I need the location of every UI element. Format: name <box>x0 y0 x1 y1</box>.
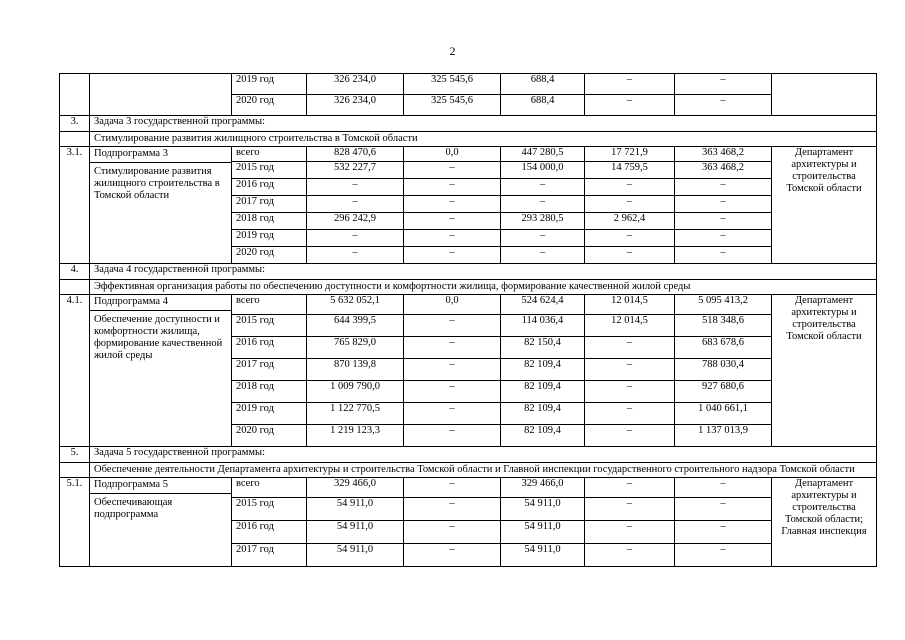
task-desc-spacer <box>60 132 90 147</box>
cell-loc: – <box>585 498 675 521</box>
cell-year: 2019 год <box>232 74 307 95</box>
task-number: 5. <box>60 447 90 463</box>
responsible-department: Департамент архитектуры и строительства Томской области <box>772 147 877 264</box>
cell-loc: – <box>585 337 675 359</box>
cell-reg: 82 109,4 <box>501 425 585 447</box>
cell-total: – <box>307 247 404 264</box>
cell-total: 870 139,8 <box>307 359 404 381</box>
cell-total: 828 470,6 <box>307 147 404 162</box>
cell-reg: 688,4 <box>501 95 585 116</box>
cell-ext: – <box>675 247 772 264</box>
cell-fed: – <box>404 381 501 403</box>
subprogram-name <box>90 478 232 567</box>
cell-year: 2020 год <box>232 95 307 116</box>
cell-reg: 82 150,4 <box>501 337 585 359</box>
cell-total: 326 234,0 <box>307 74 404 95</box>
task-title: Задача 3 государственной программы: <box>90 116 877 132</box>
cell-fed: – <box>404 230 501 247</box>
cell-year: 2015 год <box>232 162 307 179</box>
task-title: Задача 5 государственной программы: <box>90 447 877 463</box>
task-title: Задача 4 государственной программы: <box>90 264 877 280</box>
cell-reg: 82 109,4 <box>501 359 585 381</box>
cell-total: 326 234,0 <box>307 95 404 116</box>
cell-fed: – <box>404 247 501 264</box>
cell-ext: – <box>675 196 772 213</box>
cell-loc: 14 759,5 <box>585 162 675 179</box>
cell-ext: – <box>675 213 772 230</box>
cell-num <box>60 74 90 116</box>
cell-year: 2017 год <box>232 196 307 213</box>
cell-loc: – <box>585 521 675 544</box>
cell-total: – <box>307 230 404 247</box>
cell-year: 2018 год <box>232 381 307 403</box>
cell-loc: 12 014,5 <box>585 295 675 315</box>
cell-total: 644 399,5 <box>307 315 404 337</box>
table-row <box>60 74 877 95</box>
table-row <box>60 280 877 295</box>
cell-total: 296 242,9 <box>307 213 404 230</box>
cell-reg: 82 109,4 <box>501 381 585 403</box>
cell-ext: 788 030,4 <box>675 359 772 381</box>
cell-ext: 518 348,6 <box>675 315 772 337</box>
cell-year: 2020 год <box>232 425 307 447</box>
cell-ext: – <box>675 179 772 196</box>
cell-year: 2017 год <box>232 544 307 567</box>
cell-reg: – <box>501 179 585 196</box>
cell-ext: 927 680,6 <box>675 381 772 403</box>
cell-loc: – <box>585 95 675 116</box>
cell-name <box>90 74 232 116</box>
cell-ext: 363 468,2 <box>675 162 772 179</box>
cell-loc: – <box>585 403 675 425</box>
budget-table-body <box>60 74 877 567</box>
cell-fed: 325 545,6 <box>404 74 501 95</box>
subprogram-name <box>90 147 232 264</box>
task-description: Обеспечение деятельности Департамента архитектуры и строительства Томской области и Главной инспекции государственного строительного надзора Томской области <box>90 463 877 478</box>
cell-loc: – <box>585 196 675 213</box>
cell-loc: – <box>585 247 675 264</box>
cell-year: 2019 год <box>232 403 307 425</box>
subprogram-description: Обеспечение доступности и комфортности жилища, формирование качественной жилой среды <box>94 314 223 361</box>
table-row <box>60 132 877 147</box>
table-row <box>60 478 877 498</box>
cell-fed: – <box>404 162 501 179</box>
cell-loc: 17 721,9 <box>585 147 675 162</box>
task-desc-spacer <box>60 463 90 478</box>
table-row <box>60 295 877 315</box>
subprogram-description: Обеспечивающая подпрограмма <box>94 497 173 520</box>
cell-fed: – <box>404 521 501 544</box>
cell-year: 2019 год <box>232 230 307 247</box>
cell-reg: 447 280,5 <box>501 147 585 162</box>
task-number: 4. <box>60 264 90 280</box>
cell-fed: 325 545,6 <box>404 95 501 116</box>
task-description: Эффективная организация работы по обеспечению доступности и комфортности жилища, формирование качественной жилой среды <box>90 280 877 295</box>
cell-loc: 2 962,4 <box>585 213 675 230</box>
cell-year: 2016 год <box>232 521 307 544</box>
cell-loc: – <box>585 359 675 381</box>
table-row <box>60 116 877 132</box>
cell-reg: 82 109,4 <box>501 403 585 425</box>
cell-total: 329 466,0 <box>307 478 404 498</box>
subprogram-name <box>90 295 232 447</box>
cell-year: 2016 год <box>232 179 307 196</box>
cell-reg: – <box>501 230 585 247</box>
cell-total: – <box>307 179 404 196</box>
cell-loc: – <box>585 478 675 498</box>
cell-reg: – <box>501 247 585 264</box>
cell-loc: – <box>585 74 675 95</box>
table-row <box>60 147 877 162</box>
budget-table <box>59 73 877 567</box>
cell-total: 54 911,0 <box>307 521 404 544</box>
cell-fed: – <box>404 315 501 337</box>
cell-year: всего <box>232 295 307 315</box>
table-row <box>60 463 877 478</box>
subprogram-description: Стимулирование развития жилищного строительства в Томской области <box>94 166 220 201</box>
page-number: 2 <box>449 44 456 58</box>
cell-ext: – <box>675 95 772 116</box>
cell-reg: 54 911,0 <box>501 544 585 567</box>
cell-ext: – <box>675 498 772 521</box>
responsible-department: Департамент архитектуры и строительства Томской области; Главная инспекция <box>772 478 877 567</box>
subprogram-number: 5.1. <box>60 478 90 567</box>
cell-loc: – <box>585 381 675 403</box>
cell-ext: 1 040 661,1 <box>675 403 772 425</box>
cell-reg: 154 000,0 <box>501 162 585 179</box>
cell-ext: 363 468,2 <box>675 147 772 162</box>
subprogram-title: Подпрограмма 3 <box>90 147 231 163</box>
cell-reg: 114 036,4 <box>501 315 585 337</box>
subprogram-number: 4.1. <box>60 295 90 447</box>
cell-year: всего <box>232 478 307 498</box>
cell-year: 2017 год <box>232 359 307 381</box>
cell-reg: 293 280,5 <box>501 213 585 230</box>
cell-loc: 12 014,5 <box>585 315 675 337</box>
cell-total: 765 829,0 <box>307 337 404 359</box>
cell-ext: – <box>675 544 772 567</box>
cell-ext: – <box>675 521 772 544</box>
responsible-department: Департамент архитектуры и строительства Томской области <box>772 295 877 447</box>
cell-ext: 1 137 013,9 <box>675 425 772 447</box>
cell-year: 2015 год <box>232 498 307 521</box>
cell-total: 532 227,7 <box>307 162 404 179</box>
cell-reg: 54 911,0 <box>501 498 585 521</box>
cell-loc: – <box>585 544 675 567</box>
task-description: Стимулирование развития жилищного строительства в Томской области <box>90 132 877 147</box>
cell-year: 2016 год <box>232 337 307 359</box>
cell-total: 1 122 770,5 <box>307 403 404 425</box>
cell-ext: 683 678,6 <box>675 337 772 359</box>
cell-fed: – <box>404 337 501 359</box>
subprogram-title: Подпрограмма 4 <box>90 295 231 311</box>
cell-fed: – <box>404 213 501 230</box>
cell-reg: 329 466,0 <box>501 478 585 498</box>
cell-reg: 688,4 <box>501 74 585 95</box>
cell-fed: – <box>404 425 501 447</box>
cell-fed: – <box>404 498 501 521</box>
cell-fed: – <box>404 179 501 196</box>
cell-ext: 5 095 413,2 <box>675 295 772 315</box>
cell-total: 54 911,0 <box>307 498 404 521</box>
cell-fed: 0,0 <box>404 147 501 162</box>
cell-loc: – <box>585 179 675 196</box>
subprogram-number: 3.1. <box>60 147 90 264</box>
cell-year: 2015 год <box>232 315 307 337</box>
cell-reg: 524 624,4 <box>501 295 585 315</box>
cell-dept <box>772 74 877 116</box>
cell-fed: – <box>404 403 501 425</box>
cell-total: 5 632 052,1 <box>307 295 404 315</box>
cell-fed: 0,0 <box>404 295 501 315</box>
cell-reg: – <box>501 196 585 213</box>
cell-year: 2020 год <box>232 247 307 264</box>
cell-ext: – <box>675 230 772 247</box>
table-row <box>60 264 877 280</box>
cell-ext: – <box>675 74 772 95</box>
cell-fed: – <box>404 478 501 498</box>
task-desc-spacer <box>60 280 90 295</box>
cell-fed: – <box>404 544 501 567</box>
cell-ext: – <box>675 478 772 498</box>
cell-year: всего <box>232 147 307 162</box>
cell-loc: – <box>585 230 675 247</box>
subprogram-title: Подпрограмма 5 <box>90 478 231 494</box>
cell-total: 1 009 790,0 <box>307 381 404 403</box>
cell-fed: – <box>404 359 501 381</box>
table-row <box>60 447 877 463</box>
cell-total: – <box>307 196 404 213</box>
cell-fed: – <box>404 196 501 213</box>
cell-year: 2018 год <box>232 213 307 230</box>
cell-total: 1 219 123,3 <box>307 425 404 447</box>
cell-total: 54 911,0 <box>307 544 404 567</box>
cell-loc: – <box>585 425 675 447</box>
cell-reg: 54 911,0 <box>501 521 585 544</box>
task-number: 3. <box>60 116 90 132</box>
